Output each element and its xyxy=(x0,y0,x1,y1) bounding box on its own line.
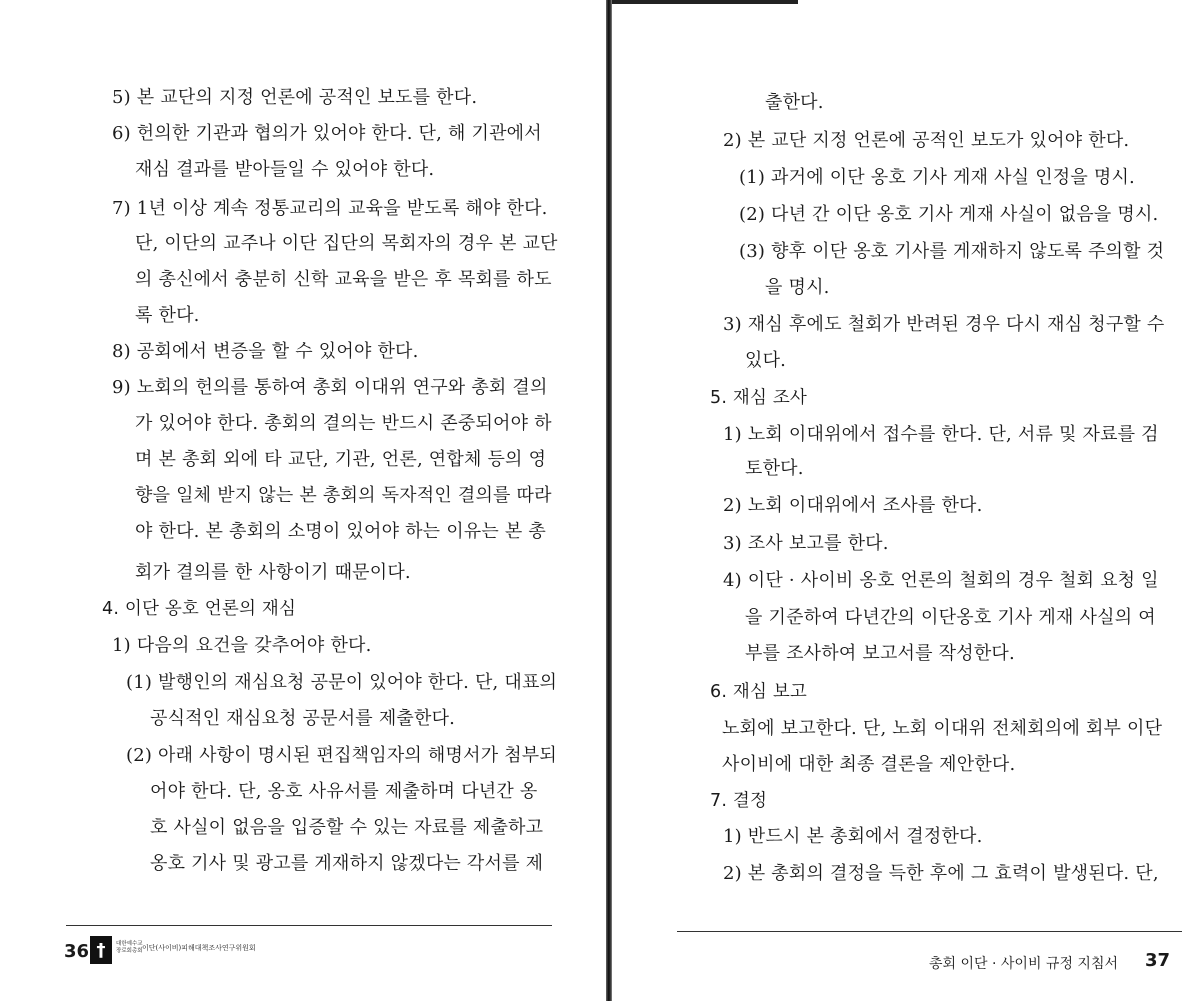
church-logo-icon: † xyxy=(90,936,112,964)
footer-rule xyxy=(66,925,552,926)
sub-list-item-continuation: 호 사실이 없음을 입증할 수 있는 자료를 제출하고 xyxy=(150,817,544,838)
paragraph-line: 노회에 보고한다. 단, 노회 이대위 전체회의에 회부 이단 xyxy=(722,718,1163,739)
list-item: 3) 재심 후에도 철회가 반려된 경우 다시 재심 청구할 수 xyxy=(723,314,1165,335)
list-item: 6) 헌의한 기관과 협의가 있어야 한다. 단, 해 기관에서 xyxy=(112,123,542,144)
section-heading: 6. 재심 보고 xyxy=(710,682,808,702)
list-item-continuation: 재심 결과를 받아들일 수 있어야 한다. xyxy=(135,159,435,180)
list-item: 1) 반드시 본 총회에서 결정한다. xyxy=(723,826,983,847)
list-item: 1) 다음의 요건을 갖추어야 한다. xyxy=(112,635,372,656)
section-heading: 5. 재심 조사 xyxy=(710,388,808,408)
footer-rule xyxy=(677,931,1182,932)
list-item-continuation: 록 한다. xyxy=(135,305,200,326)
list-item: 2) 본 총회의 결정을 득한 후에 그 효력이 발생된다. 단, xyxy=(723,863,1159,884)
list-item-continuation: 을 기준하여 다년간의 이단옹호 기사 게재 사실의 여 xyxy=(745,607,1156,628)
publisher-name-line1: 대한예수교 xyxy=(116,941,143,947)
list-item: 4) 이단 · 사이비 옹호 언론의 철회의 경우 철회 요청 일 xyxy=(723,570,1159,591)
section-heading: 4. 이단 옹호 언론의 재심 xyxy=(102,599,297,619)
list-item: 3) 조사 보고를 한다. xyxy=(723,533,889,554)
page-number: 36 xyxy=(64,941,90,962)
book-gutter xyxy=(606,0,612,1001)
publisher-department: 이단(사이비)피해대책조사연구위원회 xyxy=(142,944,256,952)
sub-list-item: (2) 아래 사항이 명시된 편집책임자의 해명서가 첨부되 xyxy=(126,745,557,766)
list-item-continuation: 가 있어야 한다. 총회의 결의는 반드시 존중되어야 하 xyxy=(135,413,552,434)
paragraph-line: 사이비에 대한 최종 결론을 제안한다. xyxy=(722,754,1016,775)
publisher-name-line2: 장로회총회 xyxy=(116,948,143,954)
list-item-continuation: 향을 일체 받지 않는 본 총회의 독자적인 결의를 따라 xyxy=(135,485,552,506)
sub-list-item-continuation: 을 명시. xyxy=(765,277,830,298)
sub-list-item-continuation: 어야 한다. 단, 옹호 사유서를 제출하며 다년간 옹 xyxy=(150,781,538,802)
sub-list-item: (2) 다년 간 이단 옹호 기사 게재 사실이 없음을 명시. xyxy=(739,204,1159,225)
list-item-continuation: 의 총신에서 충분히 신학 교육을 받은 후 목회를 하도 xyxy=(135,269,552,290)
list-item-continuation: 부를 조사하여 보고서를 작성한다. xyxy=(745,643,1015,664)
list-item-continuation: 며 본 총회 외에 타 교단, 기관, 언론, 연합체 등의 영 xyxy=(135,449,547,470)
list-item: 8) 공회에서 변증을 할 수 있어야 한다. xyxy=(112,341,419,362)
list-item: 5) 본 교단의 지정 언론에 공적인 보도를 한다. xyxy=(112,87,478,108)
list-item: 7) 1년 이상 계속 정통교리의 교육을 받도록 해야 한다. xyxy=(112,198,548,219)
sub-list-item-continuation: 출한다. xyxy=(765,92,824,113)
running-title: 총회 이단 · 사이비 규정 지침서 xyxy=(929,956,1118,972)
list-item: 2) 노회 이대위에서 조사를 한다. xyxy=(723,495,983,516)
sub-list-item: (1) 발행인의 재심요청 공문이 있어야 한다. 단, 대표의 xyxy=(126,672,558,693)
list-item: 9) 노회의 헌의를 통하여 총회 이대위 연구와 총회 결의 xyxy=(112,377,548,398)
sub-list-item: (3) 향후 이단 옹호 기사를 게재하지 않도록 주의할 것 xyxy=(739,241,1165,262)
right-page xyxy=(620,0,1200,1001)
list-item-continuation: 단, 이단의 교주나 이단 집단의 목회자의 경우 본 교단 xyxy=(135,233,558,254)
list-item-continuation: 토한다. xyxy=(745,458,804,479)
list-item: 2) 본 교단 지정 언론에 공적인 보도가 있어야 한다. xyxy=(723,130,1130,151)
list-item-continuation: 있다. xyxy=(745,350,787,371)
sub-list-item-continuation: 공식적인 재심요청 공문서를 제출한다. xyxy=(150,708,456,729)
section-heading: 7. 결정 xyxy=(710,791,768,811)
sub-list-item-continuation: 옹호 기사 및 광고를 게재하지 않겠다는 각서를 제 xyxy=(150,853,544,874)
page-number: 37 xyxy=(1145,950,1171,971)
list-item-continuation: 야 한다. 본 총회의 소명이 있어야 하는 이유는 본 총 xyxy=(135,521,546,542)
list-item: 1) 노회 이대위에서 접수를 한다. 단, 서류 및 자료를 검 xyxy=(723,424,1159,445)
sub-list-item: (1) 과거에 이단 옹호 기사 게재 사실 인정을 명시. xyxy=(739,167,1135,188)
list-item-continuation: 회가 결의를 한 사항이기 때문이다. xyxy=(135,562,411,583)
